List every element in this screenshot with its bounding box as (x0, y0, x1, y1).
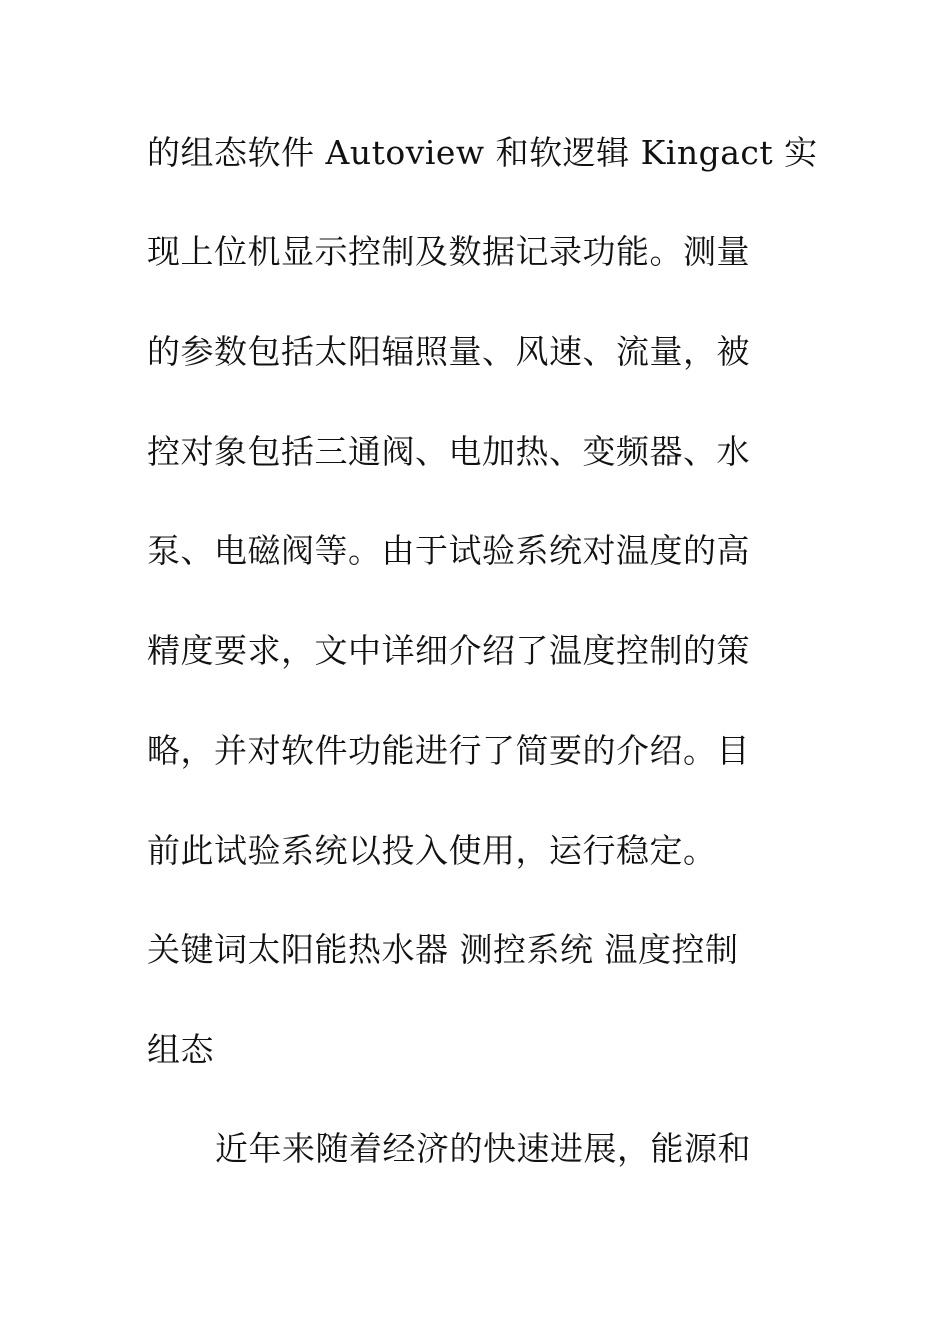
abstract-line-3: 的参数包括太阳辐照量、风速、流量，被 (147, 332, 750, 371)
body-paragraph-first-line: 近年来随着经济的快速进展，能源和 (215, 1129, 751, 1168)
abstract-line-2: 现上位机显示控制及数据记录功能。测量 (147, 232, 750, 271)
abstract-line-1: 的组态软件 Autoview 和软逻辑 Kingact 实 (147, 133, 818, 172)
abstract-line-8: 前此试验系统以投入使用，运行稳定。 (147, 831, 717, 870)
keywords-line-1: 关键词太阳能热水器 测控系统 温度控制 (147, 930, 739, 969)
abstract-line-4: 控对象包括三通阀、电加热、变频器、水 (147, 432, 750, 471)
abstract-line-5: 泵、电磁阀等。由于试验系统对温度的高 (147, 531, 750, 570)
abstract-line-6: 精度要求，文中详细介绍了温度控制的策 (147, 631, 750, 670)
abstract-line-7: 略，并对软件功能进行了简要的介绍。目 (147, 731, 750, 770)
keywords-line-2: 组态 (147, 1030, 214, 1069)
